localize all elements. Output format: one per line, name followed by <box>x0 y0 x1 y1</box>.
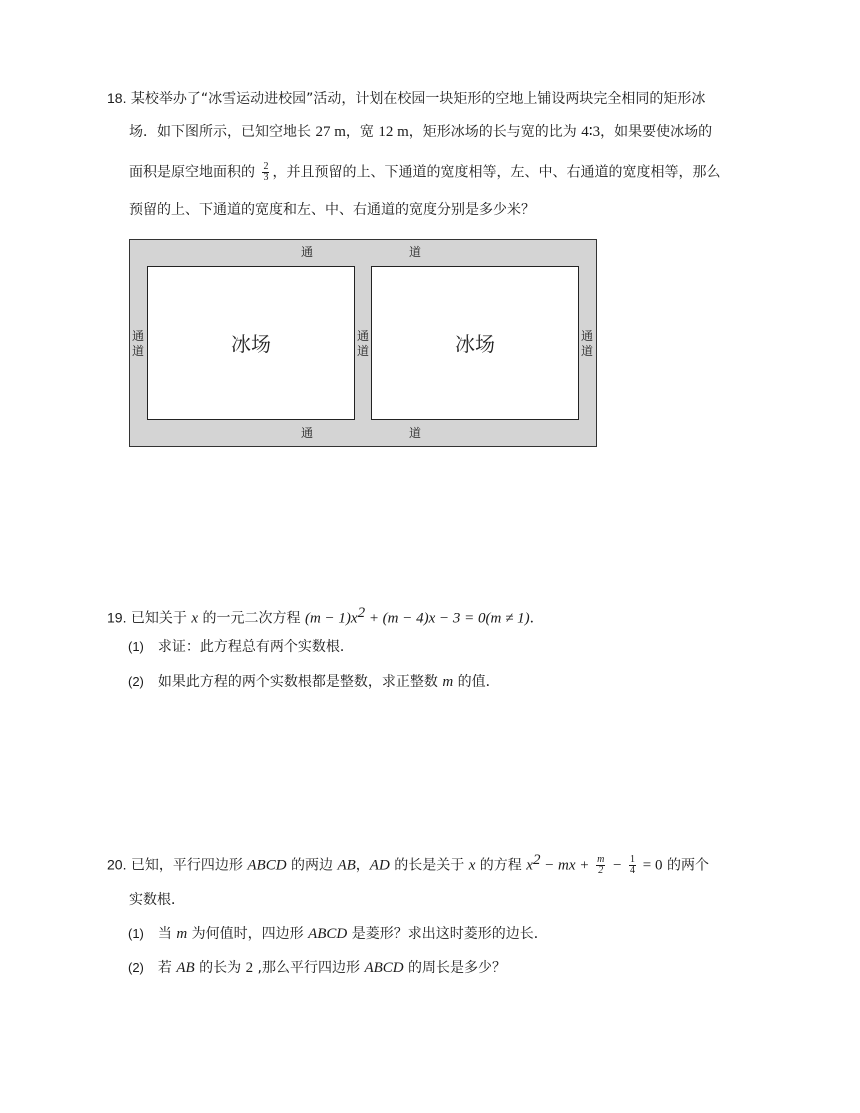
channel-label-mid-2: 道 <box>357 344 370 358</box>
q20-ab: AB <box>337 857 356 874</box>
q20-part-1-text-c: 是菱形？求出这时菱形的边长． <box>347 926 548 942</box>
q20-equation-minus: − <box>608 857 627 874</box>
q20-part-1 <box>128 924 548 944</box>
q20-fraction-1-over-4 <box>629 855 636 876</box>
q18-number: 18. <box>107 90 127 106</box>
q18-line-2 <box>129 122 712 142</box>
q20-ad: AD <box>369 857 390 874</box>
q18-text-2b: ，宽 <box>345 124 379 140</box>
q20-part-2-text-d: 的周长是多少？ <box>403 960 507 976</box>
q19-text-b: 的一元二次方程 <box>198 610 305 627</box>
q20-frac1-denominator: 2 <box>598 865 604 877</box>
q18-width: 12 m <box>378 124 409 140</box>
q19-part-2-text-a: 如果此方程的两个实数根都是整数，求正整数 <box>157 674 443 690</box>
channel-label-left-1: 通 <box>132 329 145 343</box>
q19-var-x: x <box>191 610 199 627</box>
q20-text-d: 的方程 <box>475 857 527 874</box>
q20-part-2-text-c: ,那么平行四边形 <box>253 960 365 976</box>
q19-part-2-var-m: m <box>442 674 454 690</box>
q20-equation-equals-zero: = 0 <box>639 857 663 874</box>
q20-text-c: 的长是关于 <box>389 857 469 874</box>
q20-number: 20. <box>107 856 127 873</box>
q20-part-2-value: 2 <box>245 960 254 976</box>
q20-fraction-m-over-2 <box>596 855 605 876</box>
q20-stem-line-2 <box>129 890 185 910</box>
rink-label-right: 冰场 <box>455 332 495 356</box>
q20-text-a: 已知，平行四边形 <box>130 857 248 874</box>
q18-ratio: 4∶3 <box>581 124 601 140</box>
q20-stem <box>107 850 709 876</box>
q19-text-end: ． <box>529 610 544 627</box>
q19-equation-exponent: 2 <box>357 605 366 621</box>
q20-part-1-abcd: ABCD <box>308 926 348 942</box>
q19-equation-part-2: + (m − 4)x − 3 = 0(m ≠ 1) <box>365 610 530 627</box>
channel-label-bottom-1: 通 <box>301 426 314 440</box>
q20-part-2-abcd: ABCD <box>364 960 404 976</box>
q18-text-2c: ，矩形冰场的长与宽的比为 <box>408 124 582 140</box>
q19-part-1-label: (1) <box>128 639 144 654</box>
q20-frac1-numerator: m <box>597 854 605 866</box>
q20-part-2 <box>128 958 506 978</box>
channel-label-right-1: 通 <box>581 329 594 343</box>
q18-text-2a: 场．如下图所示，已知空地长 <box>129 124 316 140</box>
q20-equation-x: x <box>526 857 533 874</box>
q19-part-2 <box>128 672 500 692</box>
q20-part-2-label: (2) <box>128 960 144 975</box>
channel-label-top-2: 道 <box>409 245 422 259</box>
q19-equation-part-1: (m − 1)x <box>304 610 358 627</box>
q20-part-1-text-a: 当 <box>157 926 177 942</box>
q18-text-4: 预留的上、下通道的宽度和左、中、右通道的宽度分别是多少米？ <box>129 202 535 218</box>
q20-part-2-ab: AB <box>176 960 195 976</box>
q20-part-2-text-a: 若 <box>157 960 177 976</box>
q20-text-b: 的两边 <box>286 857 338 874</box>
q18-length: 27 m <box>315 124 346 140</box>
ice-rink-diagram <box>129 239 597 447</box>
channel-label-bottom-2: 道 <box>409 426 422 440</box>
q19-part-2-text-b: 的值． <box>453 674 500 690</box>
q20-equation-mx: − mx + <box>540 857 594 874</box>
q20-abcd: ABCD <box>247 857 287 874</box>
q18-fraction <box>262 162 269 183</box>
q18-text-3a: 面积是原空地面积的 <box>129 164 260 181</box>
q18-line-4 <box>129 200 535 220</box>
q20-frac2-denominator: 4 <box>630 865 636 877</box>
q18-frac-denominator: 3 <box>263 172 269 183</box>
channel-label-right-2: 道 <box>581 344 594 358</box>
q18-text-3b: ，并且预留的上、下通道的宽度相等，左、中、右通道的宽度相等，那么 <box>272 164 721 181</box>
q20-text-e: 的两个 <box>662 857 709 874</box>
q19-part-2-label: (2) <box>128 674 144 689</box>
q18-text-2d: ，如果要使冰场的 <box>600 124 713 140</box>
channel-label-left-2: 道 <box>132 344 145 358</box>
q20-equation-exponent: 2 <box>532 852 541 868</box>
q20-part-2-text-b: 的长为 <box>194 960 246 976</box>
q20-part-1-label: (1) <box>128 926 144 941</box>
channel-label-mid-1: 通 <box>357 329 370 343</box>
q20-part-1-var-m: m <box>176 926 188 942</box>
q19-part-1-text: 求证：此方程总有两个实数根． <box>157 639 354 655</box>
q19-text-a: 已知关于 <box>130 610 192 627</box>
q20-comma: ， <box>355 857 370 874</box>
ice-rink-right <box>371 266 579 420</box>
q20-text-line-2: 实数根． <box>129 892 185 908</box>
q20-part-1-text-b: 为何值时，四边形 <box>187 926 309 942</box>
q20-frac2-numerator: 1 <box>630 854 636 866</box>
ice-rink-left <box>147 266 355 420</box>
channel-label-top-1: 通 <box>301 245 314 259</box>
q18-text-1: 某校举办了“冰雪运动进校园”活动，计划在校园一块矩形的空地上铺设两块完全相同的矩形冰 <box>130 91 706 107</box>
rink-label-left: 冰场 <box>231 332 271 356</box>
q19-number: 19. <box>107 609 127 626</box>
q18-frac-numerator: 2 <box>263 161 269 172</box>
q20-var-x: x <box>468 857 476 874</box>
q18-line-1 <box>107 88 705 109</box>
q19-stem <box>107 603 544 629</box>
q18-line-3 <box>129 162 720 183</box>
q19-part-1 <box>128 637 354 657</box>
